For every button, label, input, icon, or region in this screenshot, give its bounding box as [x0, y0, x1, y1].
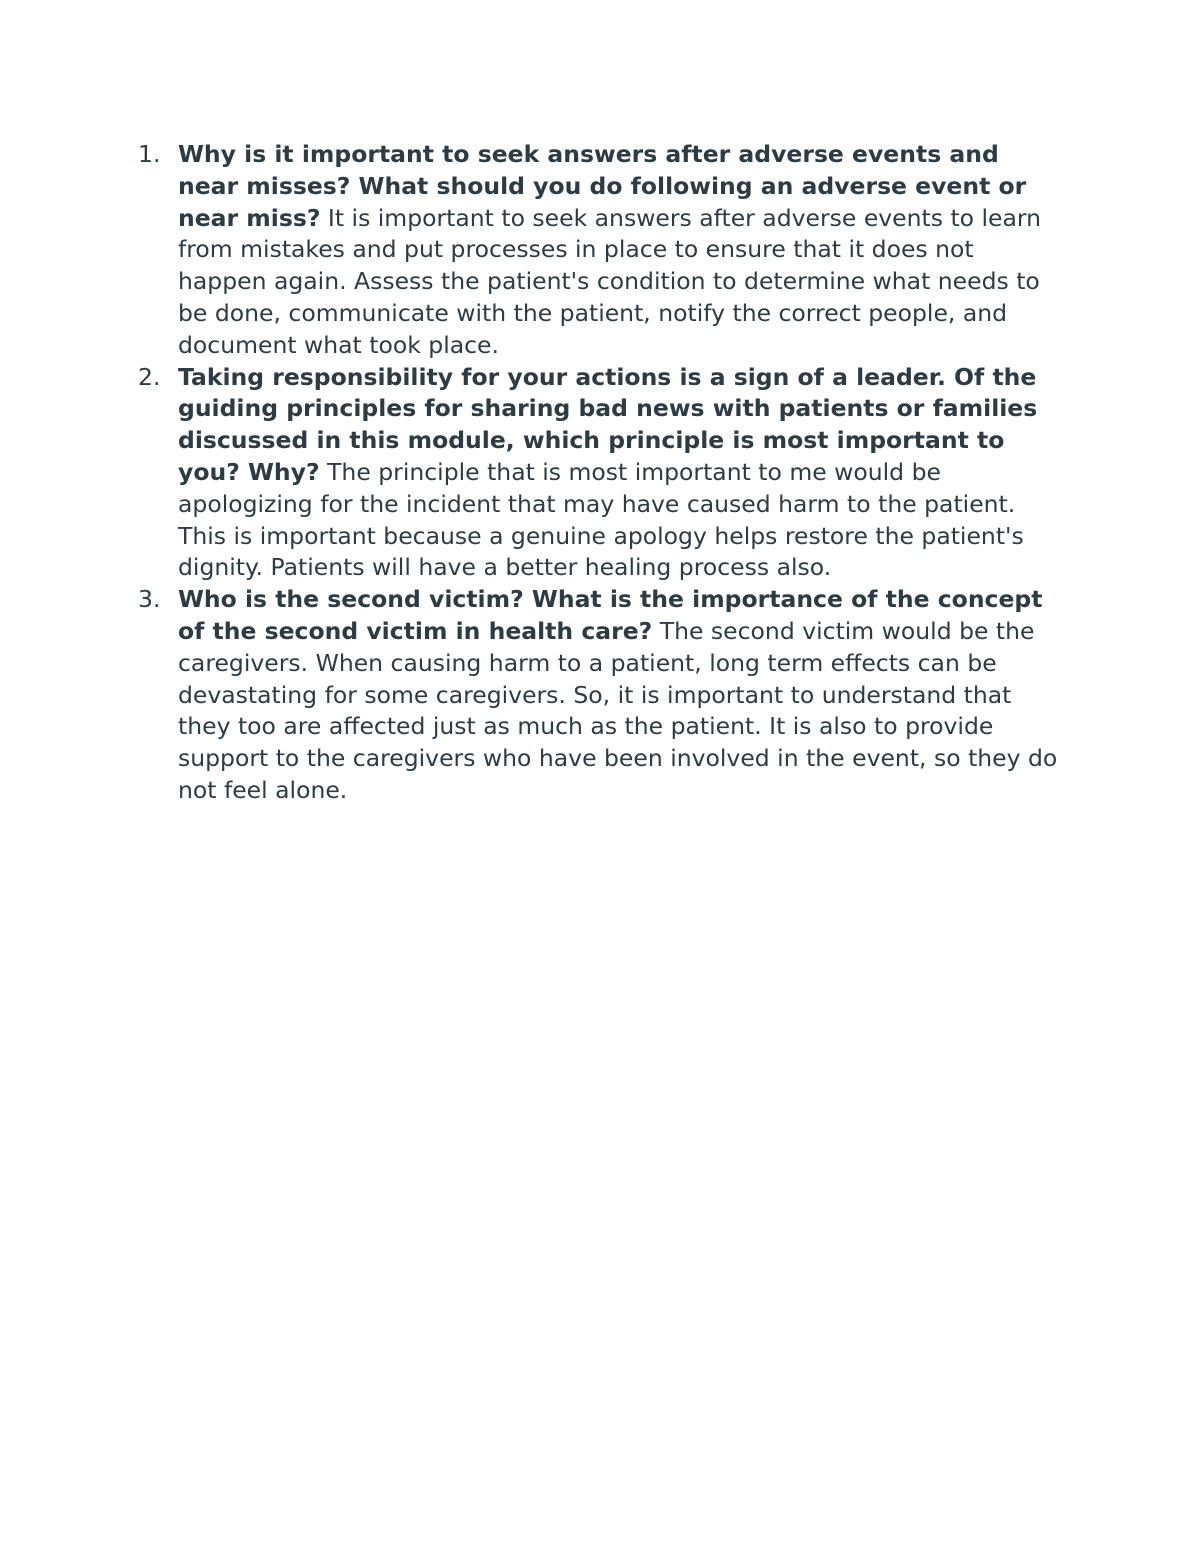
answer-text: It is important to seek answers after adverse events to learn from mistakes and put processes in place to ensure that it does not happen again. Assess the patient's condition to determine what needs to be done, communicate with the patient, notify the correct people, and document what took place.	[178, 203, 1042, 359]
question-text: Who is the second victim? What is the importance of the concept of the second victim in health care?	[178, 585, 1043, 645]
item-number: 3.	[138, 585, 161, 614]
list-item	[138, 139, 1058, 362]
item-number: 1.	[138, 140, 161, 168]
item-text	[178, 362, 1058, 585]
question-text: Why is it important to seek answers after adverse events and near misses? What should you do following an adverse event or near miss?	[178, 140, 1027, 232]
item-number: 2.	[138, 362, 161, 391]
question-answer-list	[138, 139, 1058, 807]
item-text	[178, 584, 1058, 807]
answer-text: The principle that is most important to me would be apologizing for the incident that may have caused harm to the patient. This is important because a genuine apology helps restore the patient's dignity. Patients will have a better healing process also.	[178, 457, 1024, 582]
question-text: Taking responsibility for your actions is a sign of a leader. Of the guiding principles for sharing bad news with patients or families discussed in this module, which principle is most important to you? Why?	[178, 362, 1038, 486]
list-item	[138, 362, 1058, 585]
answer-text: The second victim would be the caregivers. When causing harm to a patient, long term effects can be devastating for some caregivers. So, it is important to understand that they too are affected just as much as the patient. It is also to provide support to the caregivers who have been involved in the event, so they do not feel alone.	[178, 616, 1058, 804]
item-text	[178, 139, 1058, 362]
list-item	[138, 584, 1058, 807]
